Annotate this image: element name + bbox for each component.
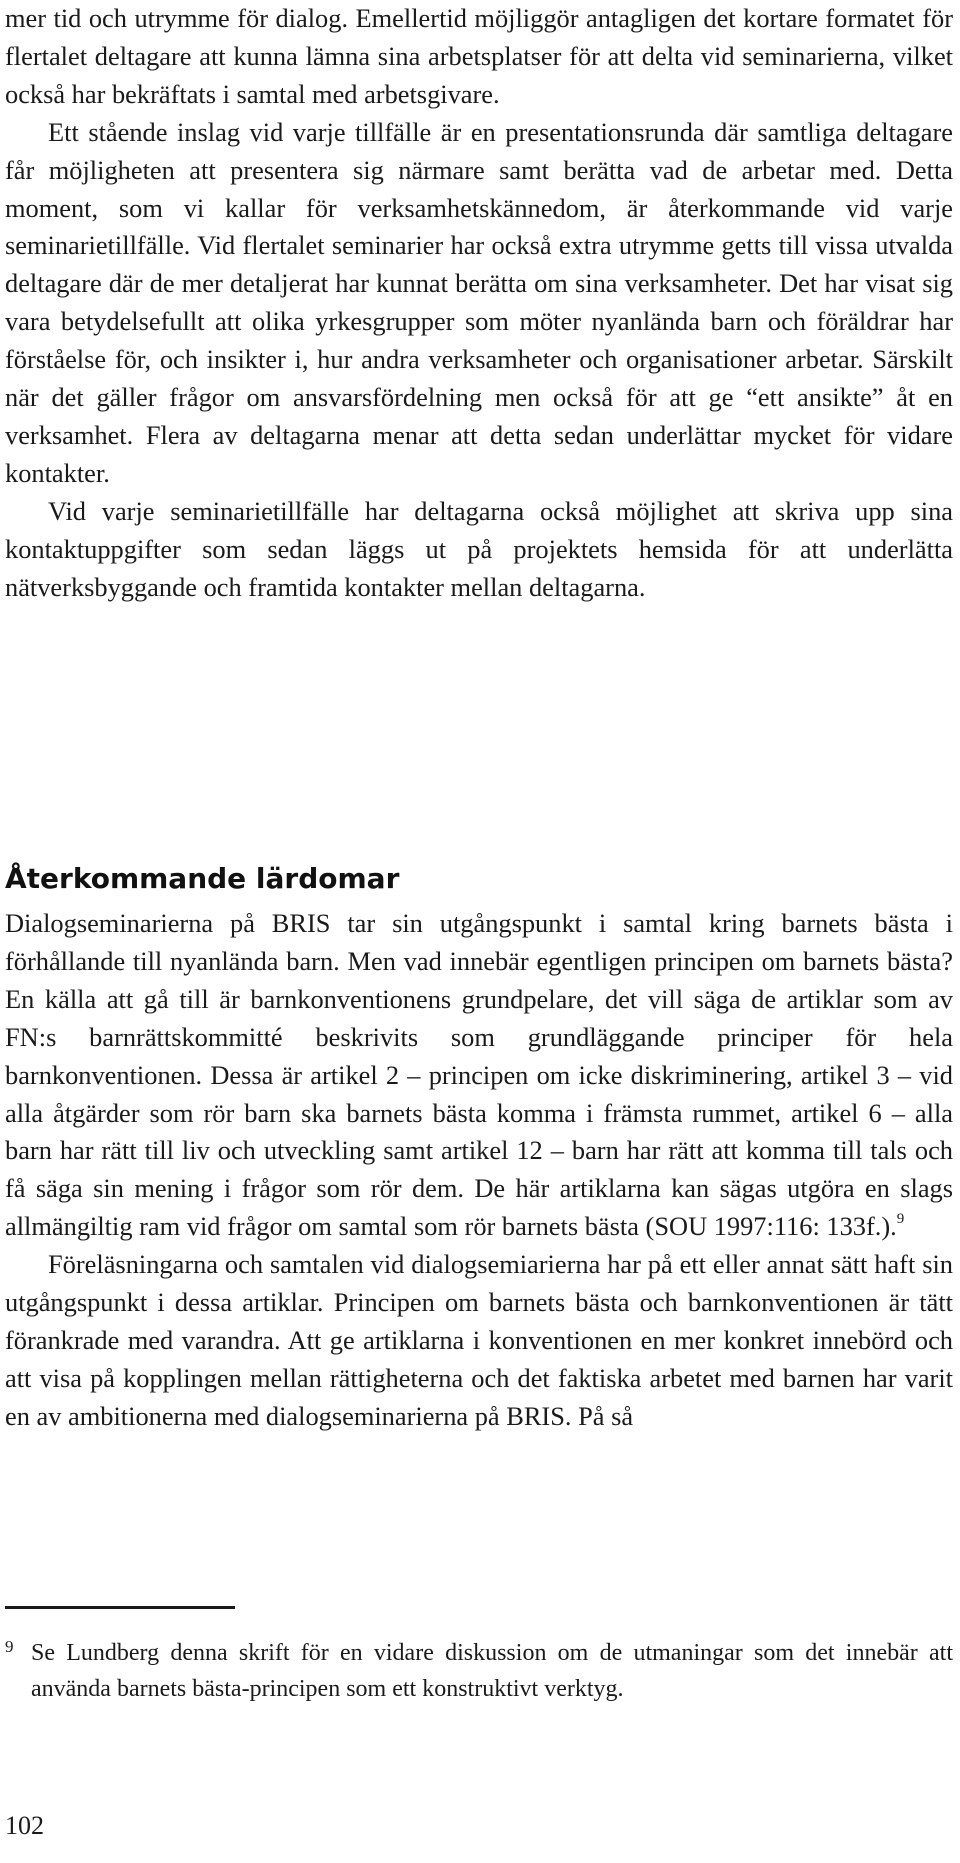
footnote-divider bbox=[5, 1606, 235, 1609]
footnote bbox=[5, 1635, 953, 1707]
section-heading: Återkommande lärdomar bbox=[5, 862, 400, 895]
paragraph-text: Dialogseminarierna på BRIS tar sin utgångspunkt i samtal kring barnets bästa i förhållande till nyanlända barn. Men vad innebär egentligen principen om barnets bästa? En källa att gå till är barnkonventionens grundpelare, det vill säga de artiklar som av FN:s barnrättskommitté beskrivits som grundläggande principer för hela barnkonventionen. Dessa är artikel 2 – principen om icke diskriminering, artikel 3 – vid alla åtgärder som rör barn ska barnets bästa komma i främsta rummet, artikel 6 – alla barn har rätt till liv och utveckling samt artikel 12 – barn har rätt att komma till tals och få säga sin mening i frågor som rör dem. De här artiklarna kan sägas utgöra en slags allmängiltig ram vid frågor om samtal som rör barnets bästa (SOU 1997:116: 133f.). bbox=[5, 908, 953, 1242]
text-block-top bbox=[5, 0, 953, 607]
footnote-text: Se Lundberg denna skrift för en vidare diskussion om de utmaningar som det innebär att använda barnets bästa-principen som ett konstruktivt verktyg. bbox=[31, 1640, 953, 1702]
page-number: 102 bbox=[5, 1811, 44, 1840]
paragraph: Ett stående inslag vid varje tillfälle är en presentationsrunda där samtliga deltagare får möjligheten att presentera sig närmare samt berätta vad de arbetar med. Detta moment, som vi kallar för verksamhetskännedom, är återkommande vid varje seminarietillfälle. Vid flertalet seminarier har också extra utrymme getts till vissa utvalda deltagare där de mer detaljerat har kunnat berätta om sina verksamheter. Det har visat sig vara betydelsefullt att olika yrkesgrupper som möter nyanlända barn och föräldrar har förståelse för, och insikter i, hur andra verksamheter och organisationer arbetar. Särskilt när det gäller frågor om ansvarsfördelning men också för att ge “ett ansikte” åt en verksamhet. Flera av deltagarna menar att detta sedan underlättar mycket för vidare kontakter. bbox=[5, 116, 953, 488]
text-block-main bbox=[5, 905, 953, 1436]
paragraph: Vid varje seminarietillfälle har deltagarna också möjlighet att skriva upp sina kontaktuppgifter som sedan läggs ut på projektets hemsida för att underlätta nätverksbyggande och framtida kontakter mellan deltagarna. bbox=[5, 495, 953, 602]
paragraph: mer tid och utrymme för dialog. Emellertid möjliggör antagligen det kortare formatet för flertalet deltagare att kunna lämna sina arbetsplatser för att delta vid seminarierna, vilket också har bekräftats i samtal med arbetsgivare. bbox=[5, 3, 953, 109]
footnote-number: 9 bbox=[5, 1637, 14, 1656]
paragraph: Föreläsningarna och samtalen vid dialogsemiarierna har på ett eller annat sätt haft sin utgångspunkt i dessa artiklar. Principen om barnets bästa och barnkonventionen är tätt förankrade med varandra. Att ge artiklarna i konventionen en mer konkret innebörd och att visa på kopplingen mellan rättigheterna och det faktiska arbetet med barnen har varit en av ambitionerna med dialogseminarierna på BRIS. På så bbox=[5, 1249, 953, 1431]
paragraph bbox=[5, 905, 953, 1246]
footnote-reference[interactable]: 9 bbox=[896, 1211, 905, 1228]
